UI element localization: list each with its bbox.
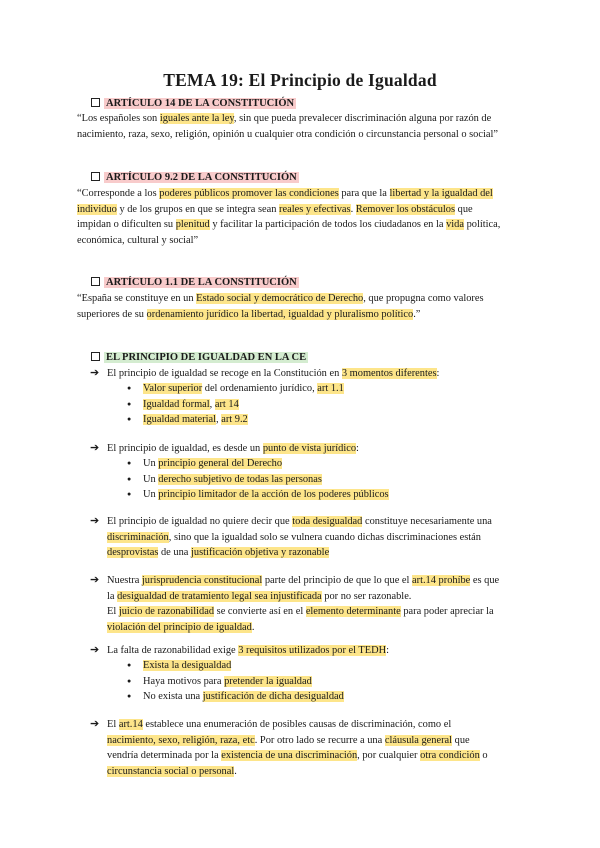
quote-art9-2: “Corresponde a los poderes públicos promover las condiciones para que la libertad y la igualdad del individuo y de los grupos en que se integra sean reales y efectivas. Remover los obstáculos que impidan o dificulten su plenitud y facilitar la participación de todos los ciudadanos en la vida política, económica, cultural y social”: [77, 188, 501, 246]
list-item: ● Un principio general del Derecho: [127, 456, 389, 472]
section-heading-art9-2: ARTÍCULO 9.2 DE LA CONSTITUCIÓN: [91, 170, 299, 186]
list-item: ● Exista la desigualdad: [127, 658, 344, 674]
list-item: ● No exista una justificación de dicha desigualdad: [127, 689, 344, 705]
point-3: El principio de igualdad no quiere decir que toda desigualdad constituye necesariamente una discriminación, sino que la igualdad solo se vulnera cuando dichas discriminaciones están desprovistas de una justificación objetiva y razonable: [107, 516, 492, 558]
checkbox-icon[interactable]: [91, 352, 100, 361]
arrow-icon: ➔: [90, 718, 100, 730]
list-item: ● Haya motivos para pretender la igualdad: [127, 674, 344, 690]
point-5-list: [127, 658, 344, 705]
section-heading-principio: EL PRINCIPIO DE IGUALDAD EN LA CE: [91, 350, 308, 366]
point-6: El art.14 establece una enumeración de posibles causas de discriminación, como el nacimiento, sexo, religión, raza, etc. Por otro lado se recurre a una cláusula general que vendría determinada por la existencia de una discriminación, por cualquier otra condición o circunstancia social o personal.: [107, 719, 488, 777]
list-item: ● Igualdad formal, art 14: [127, 397, 344, 413]
list-item: ● Un principio limitador de la acción de los poderes públicos: [127, 487, 389, 503]
list-item: ● Igualdad material, art 9.2: [127, 412, 344, 428]
arrow-icon: ➔: [90, 367, 100, 379]
point-5: La falta de razonabilidad exige 3 requisitos utilizados por el TEDH:: [107, 645, 390, 656]
point-1: El principio de igualdad se recoge en la Constitución en 3 momentos diferentes:: [107, 368, 440, 379]
quote-art1-1: “España se constituye en un Estado social y democrático de Derecho, que propugna como valores superiores de su ordenamiento jurídico la libertad, igualdad y pluralismo político.”: [77, 293, 484, 320]
checkbox-icon[interactable]: [91, 172, 100, 181]
list-item: ● Valor superior del ordenamiento jurídico, art 1.1: [127, 381, 344, 397]
point-4: Nuestra jurisprudencia constitucional parte del principio de que lo que el art.14 prohíbe es que la desigualdad de tratamiento legal sea injustificada por no ser razonable. El juicio de razonabilidad se convierte así en el elemento determinante para poder apreciar la violación del principio de igualdad.: [107, 575, 500, 633]
quote-art14: “Los españoles son iguales ante la ley, sin que pueda prevalecer discriminación alguna por razón de nacimiento, raza, sexo, religión, opinión u cualquier otra condición o circunstancia personal o social”: [77, 113, 498, 140]
arrow-icon: ➔: [90, 442, 100, 454]
page-title: TEMA 19: El Principio de Igualdad: [163, 70, 437, 90]
checkbox-icon[interactable]: [91, 98, 100, 107]
point-2: El principio de igualdad, es desde un punto de vista jurídico:: [107, 443, 359, 454]
arrow-icon: ➔: [90, 515, 100, 527]
point-1-list: [127, 381, 344, 428]
point-2-list: [127, 456, 389, 503]
arrow-icon: ➔: [90, 574, 100, 586]
section-heading-art1-1: ARTÍCULO 1.1 DE LA CONSTITUCIÓN: [91, 275, 299, 291]
list-item: ● Un derecho subjetivo de todas las personas: [127, 472, 389, 488]
section-heading-art14: ARTÍCULO 14 DE LA CONSTITUCIÓN: [91, 96, 296, 112]
arrow-icon: ➔: [90, 644, 100, 656]
checkbox-icon[interactable]: [91, 277, 100, 286]
